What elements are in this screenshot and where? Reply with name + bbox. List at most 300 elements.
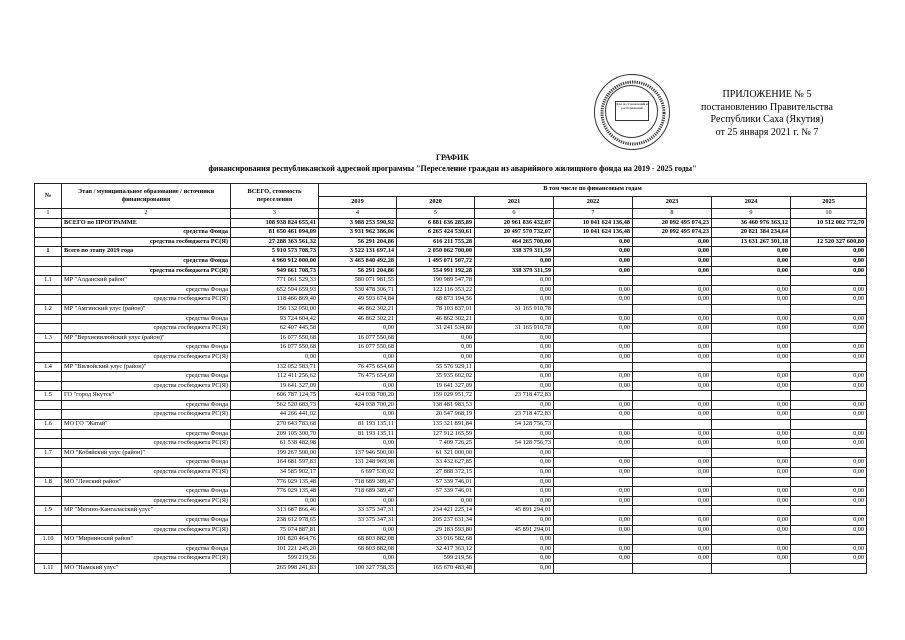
row-value-cell: 55 576 929,11 <box>397 362 475 372</box>
row-value-cell: 0,00 <box>633 247 712 257</box>
row-value-cell: 0,00 <box>791 544 867 554</box>
appendix-line-2: постановлению Правительства <box>701 101 833 113</box>
row-number-cell: 1.10 <box>35 535 62 545</box>
row-value-cell: 45 891 294,01 <box>475 525 554 535</box>
row-value-cell: 0,00 <box>554 429 633 439</box>
row-value-cell: 599 219,56 <box>397 554 475 564</box>
row-name-cell: МР "Алданский район" <box>62 276 231 286</box>
row-value-cell: 0,00 <box>712 372 791 382</box>
row-number-cell <box>35 266 62 276</box>
row-value-cell: 68 803 882,08 <box>319 544 397 554</box>
table-row <box>35 544 867 554</box>
row-value-cell: 56 291 204,86 <box>319 237 397 247</box>
row-value-cell: 0,00 <box>397 343 475 353</box>
row-value-cell: 81 193 135,11 <box>319 420 397 430</box>
row-number-cell <box>35 237 62 247</box>
row-value-cell: 3 931 962 386,06 <box>319 228 397 238</box>
row-number-cell <box>35 372 62 382</box>
row-value-cell: 45 891 294,01 <box>475 506 554 516</box>
row-value-cell: 31 165 910,78 <box>475 324 554 334</box>
row-value-cell: 652 594 659,93 <box>231 285 319 295</box>
row-value-cell: 0,00 <box>475 381 554 391</box>
row-value-cell: 0,00 <box>633 439 712 449</box>
row-value-cell: 0,00 <box>475 352 554 362</box>
row-name-cell: средства госбюджета РС(Я) <box>62 237 231 247</box>
row-value-cell: 0,00 <box>554 343 633 353</box>
row-value-cell: 0,00 <box>475 535 554 545</box>
table-row <box>35 276 867 286</box>
row-value-cell: 0,00 <box>475 544 554 554</box>
row-value-cell: 424 038 700,20 <box>319 391 397 401</box>
row-name-cell: МО ГО "Жатай" <box>62 420 231 430</box>
row-value-cell: 156 132 050,00 <box>231 304 319 314</box>
row-number-cell <box>35 218 62 228</box>
row-value-cell: 0,00 <box>633 410 712 420</box>
row-value-cell <box>633 535 712 545</box>
row-value-cell: 0,00 <box>554 468 633 478</box>
appendix-line-4: от 25 января 2021 г. № 7 <box>715 126 819 138</box>
table-row <box>35 554 867 564</box>
row-number-cell <box>35 458 62 468</box>
row-value-cell: 0,00 <box>633 458 712 468</box>
row-value-cell: 33 016 582,68 <box>397 535 475 545</box>
row-value-cell: 0,00 <box>791 468 867 478</box>
row-value-cell: 0,00 <box>319 496 397 506</box>
row-value-cell <box>554 362 633 372</box>
colnum: 1 <box>35 209 62 219</box>
row-value-cell: 0,00 <box>475 314 554 324</box>
row-value-cell: 0,00 <box>475 448 554 458</box>
row-value-cell: 16 077 550,68 <box>231 333 319 343</box>
row-value-cell: 0,00 <box>633 372 712 382</box>
row-value-cell: 0,00 <box>633 487 712 497</box>
row-value-cell: 338 379 311,59 <box>475 247 554 257</box>
row-value-cell: 0,00 <box>791 496 867 506</box>
header-num: № <box>35 184 62 209</box>
row-number-cell: 1.11 <box>35 563 62 573</box>
header-year: 2019 <box>319 196 397 209</box>
header-year: 2025 <box>791 196 867 209</box>
table-row <box>35 381 867 391</box>
appendix-block <box>672 89 862 139</box>
header-stage: Этап / муниципальное образование / источники финансирования <box>62 184 231 209</box>
row-name-cell: средства Фонда <box>62 429 231 439</box>
row-number-cell <box>35 496 62 506</box>
table-row <box>35 429 867 439</box>
row-value-cell: 0,00 <box>475 333 554 343</box>
header-row-1 <box>35 184 867 197</box>
row-number-cell <box>35 314 62 324</box>
document-title <box>0 152 905 174</box>
row-value-cell: 13 631 267 301,18 <box>712 237 791 247</box>
table-row <box>35 400 867 410</box>
row-value-cell: 19 641 327,09 <box>231 381 319 391</box>
table-row <box>35 487 867 497</box>
row-value-cell: 6 697 530,02 <box>319 468 397 478</box>
row-value-cell <box>554 563 633 573</box>
table-row <box>35 458 867 468</box>
row-value-cell: 0,00 <box>712 554 791 564</box>
row-name-cell: МР "Мегино-Кангаласский улус" <box>62 506 231 516</box>
row-value-cell: 0,00 <box>554 247 633 257</box>
row-value-cell: 131 248 969,98 <box>319 458 397 468</box>
row-number-cell <box>35 439 62 449</box>
row-value-cell: 606 787 124,75 <box>231 391 319 401</box>
header-year: 2023 <box>633 196 712 209</box>
row-name-cell: МР "Вилюйский улус (район)" <box>62 362 231 372</box>
row-value-cell: 10 041 624 136,48 <box>554 218 633 228</box>
row-number-cell: 1.6 <box>35 420 62 430</box>
row-name-cell: средства Фонда <box>62 372 231 382</box>
row-value-cell: 0,00 <box>712 516 791 526</box>
row-value-cell: 0,00 <box>319 324 397 334</box>
row-value-cell: 0,00 <box>712 324 791 334</box>
row-value-cell <box>633 477 712 487</box>
row-name-cell: МР "Верхневилюйский улус (район)" <box>62 333 231 343</box>
row-value-cell: 0,00 <box>475 468 554 478</box>
row-value-cell: 6 881 636 285,89 <box>397 218 475 228</box>
colnum: 5 <box>397 209 475 219</box>
table-row <box>35 496 867 506</box>
row-value-cell <box>712 563 791 573</box>
row-value-cell: 0,00 <box>475 400 554 410</box>
row-value-cell <box>554 333 633 343</box>
row-value-cell: 0,00 <box>554 324 633 334</box>
row-value-cell: 0,00 <box>554 237 633 247</box>
row-value-cell <box>554 448 633 458</box>
row-value-cell: 34 585 902,17 <box>231 468 319 478</box>
row-name-cell: ВСЕГО по ПРОГРАММЕ <box>62 218 231 228</box>
row-value-cell: 0,00 <box>712 352 791 362</box>
row-value-cell: 0,00 <box>791 400 867 410</box>
row-value-cell: 0,00 <box>712 314 791 324</box>
row-value-cell <box>791 506 867 516</box>
row-value-cell: 5 910 573 708,73 <box>231 247 319 257</box>
row-number-cell <box>35 256 62 266</box>
row-name-cell: средства госбюджета РС(Я) <box>62 496 231 506</box>
row-value-cell: 0,00 <box>554 295 633 305</box>
row-value-cell: 0,00 <box>475 458 554 468</box>
row-number-cell: 1.8 <box>35 477 62 487</box>
row-value-cell: 29 183 593,80 <box>397 525 475 535</box>
row-name-cell: средства Фонда <box>62 544 231 554</box>
row-value-cell: 31 241 534,80 <box>397 324 475 334</box>
row-name-cell: средства госбюджета РС(Я) <box>62 468 231 478</box>
row-name-cell: средства госбюджета РС(Я) <box>62 381 231 391</box>
table-row <box>35 343 867 353</box>
row-value-cell: 0,00 <box>712 410 791 420</box>
row-value-cell: 0,00 <box>319 525 397 535</box>
row-name-cell: средства Фонда <box>62 256 231 266</box>
row-value-cell: 949 661 708,73 <box>231 266 319 276</box>
row-number-cell <box>35 343 62 353</box>
row-number-cell <box>35 400 62 410</box>
row-value-cell: 20 547 968,19 <box>397 410 475 420</box>
row-value-cell: 0,00 <box>475 429 554 439</box>
row-name-cell: средства Фонда <box>62 343 231 353</box>
row-value-cell: 0,00 <box>712 468 791 478</box>
row-value-cell <box>791 448 867 458</box>
table-row <box>35 218 867 228</box>
colnum: 3 <box>231 209 319 219</box>
row-value-cell: 0,00 <box>633 352 712 362</box>
table-row <box>35 314 867 324</box>
row-value-cell: 0,00 <box>633 516 712 526</box>
row-value-cell <box>633 506 712 516</box>
table-row <box>35 439 867 449</box>
row-value-cell <box>791 420 867 430</box>
row-value-cell: 165 670 483,48 <box>397 563 475 573</box>
row-value-cell <box>791 333 867 343</box>
row-value-cell: 0,00 <box>633 429 712 439</box>
title-subtitle: финансирования республиканской адресной программы "Переселение граждан из аварийного жилищного фонда на 2019 - 2025 годы" <box>208 164 697 173</box>
row-value-cell <box>633 362 712 372</box>
row-number-cell: 1.2 <box>35 304 62 314</box>
row-number-cell <box>35 352 62 362</box>
row-value-cell: 132 052 583,71 <box>231 362 319 372</box>
row-value-cell: 20 821 384 234,64 <box>712 228 791 238</box>
row-value-cell: 0,00 <box>712 256 791 266</box>
row-value-cell: 0,00 <box>554 458 633 468</box>
row-value-cell: 0,00 <box>475 343 554 353</box>
row-value-cell: 0,00 <box>712 295 791 305</box>
row-value-cell: 0,00 <box>633 295 712 305</box>
row-name-cell: Всего по этапу 2019 года <box>62 247 231 257</box>
row-value-cell: 0,00 <box>475 256 554 266</box>
row-value-cell <box>791 563 867 573</box>
row-value-cell: 530 478 306,71 <box>319 285 397 295</box>
row-value-cell: 0,00 <box>633 400 712 410</box>
row-value-cell: 0,00 <box>475 516 554 526</box>
table-row <box>35 448 867 458</box>
row-value-cell: 0,00 <box>475 563 554 573</box>
row-value-cell: 0,00 <box>554 256 633 266</box>
table-row <box>35 410 867 420</box>
financing-table <box>34 183 867 574</box>
row-value-cell: 0,00 <box>554 314 633 324</box>
row-value-cell: 46 862 302,21 <box>397 314 475 324</box>
row-value-cell: 46 862 302,21 <box>319 304 397 314</box>
row-value-cell <box>791 228 867 238</box>
row-value-cell: 0,00 <box>554 496 633 506</box>
table-row <box>35 525 867 535</box>
row-value-cell: 159 029 951,72 <box>397 391 475 401</box>
row-value-cell: 270 643 783,68 <box>231 420 319 430</box>
row-value-cell <box>633 563 712 573</box>
row-value-cell: 3 988 253 590,92 <box>319 218 397 228</box>
row-value-cell: 265 998 241,83 <box>231 563 319 573</box>
row-value-cell: 35 935 602,02 <box>397 372 475 382</box>
row-value-cell <box>712 304 791 314</box>
row-value-cell: 0,00 <box>231 496 319 506</box>
row-value-cell: 0,00 <box>633 496 712 506</box>
row-value-cell: 23 718 472,83 <box>475 410 554 420</box>
row-value-cell: 0,00 <box>397 333 475 343</box>
row-value-cell: 10 512 002 772,70 <box>791 218 867 228</box>
row-value-cell: 76 475 654,60 <box>319 362 397 372</box>
row-number-cell <box>35 487 62 497</box>
row-number-cell: 1 <box>35 247 62 257</box>
row-value-cell <box>712 391 791 401</box>
header-total: ВСЕГО, стоимость переселения <box>231 184 319 209</box>
table-row <box>35 256 867 266</box>
official-seal <box>594 74 670 150</box>
row-value-cell: 0,00 <box>633 381 712 391</box>
row-value-cell: 2 050 062 700,00 <box>397 247 475 257</box>
row-value-cell: 122 116 353,22 <box>397 285 475 295</box>
row-value-cell: 0,00 <box>554 285 633 295</box>
row-value-cell: 771 061 529,33 <box>231 276 319 286</box>
row-value-cell: 0,00 <box>712 496 791 506</box>
row-value-cell: 0,00 <box>791 554 867 564</box>
row-value-cell <box>554 420 633 430</box>
row-number-cell <box>35 295 62 305</box>
row-value-cell: 16 077 550,68 <box>231 343 319 353</box>
row-name-cell: средства Фонда <box>62 228 231 238</box>
row-value-cell <box>633 276 712 286</box>
row-value-cell: 0,00 <box>319 381 397 391</box>
table-row <box>35 468 867 478</box>
row-value-cell: 0,00 <box>633 285 712 295</box>
row-value-cell: 776 029 135,48 <box>231 477 319 487</box>
row-name-cell: средства госбюджета РС(Я) <box>62 266 231 276</box>
row-value-cell: 36 460 976 363,12 <box>712 218 791 228</box>
row-value-cell: 0,00 <box>791 314 867 324</box>
header-year: 2022 <box>554 196 633 209</box>
row-value-cell: 0,00 <box>712 544 791 554</box>
row-value-cell: 27 888 372,15 <box>397 468 475 478</box>
row-value-cell: 61 538 482,98 <box>231 439 319 449</box>
row-value-cell: 68 803 882,08 <box>319 535 397 545</box>
table-row <box>35 420 867 430</box>
row-value-cell: 127 912 165,59 <box>397 429 475 439</box>
row-number-cell <box>35 554 62 564</box>
row-number-cell <box>35 468 62 478</box>
row-value-cell: 0,00 <box>554 372 633 382</box>
appendix-line-1: ПРИЛОЖЕНИЕ № 5 <box>722 89 812 100</box>
row-value-cell: 199 267 500,00 <box>231 448 319 458</box>
row-value-cell: 580 071 981,55 <box>319 276 397 286</box>
row-value-cell <box>554 535 633 545</box>
row-value-cell: 164 681 597,83 <box>231 458 319 468</box>
row-value-cell: 0,00 <box>475 477 554 487</box>
row-value-cell: 20 497 570 732,07 <box>475 228 554 238</box>
row-value-cell: 0,00 <box>712 285 791 295</box>
row-value-cell: 0,00 <box>712 343 791 353</box>
row-value-cell: 0,00 <box>319 554 397 564</box>
table-row <box>35 362 867 372</box>
row-value-cell: 19 641 327,09 <box>397 381 475 391</box>
row-number-cell <box>35 525 62 535</box>
row-value-cell: 0,00 <box>791 266 867 276</box>
row-value-cell: 57 339 746,01 <box>397 477 475 487</box>
row-value-cell: 0,00 <box>554 352 633 362</box>
row-value-cell: 0,00 <box>791 295 867 305</box>
row-name-cell: средства госбюджета РС(Я) <box>62 295 231 305</box>
row-name-cell: МО "Намский улус" <box>62 563 231 573</box>
row-value-cell: 0,00 <box>633 237 712 247</box>
row-value-cell: 7 409 726,25 <box>397 439 475 449</box>
row-value-cell: 0,00 <box>319 410 397 420</box>
row-value-cell <box>633 333 712 343</box>
row-value-cell: 56 291 204,86 <box>319 266 397 276</box>
row-value-cell <box>712 333 791 343</box>
row-name-cell: средства Фонда <box>62 400 231 410</box>
header-year: 2020 <box>397 196 475 209</box>
row-value-cell: 31 165 910,78 <box>475 304 554 314</box>
row-value-cell: 0,00 <box>554 381 633 391</box>
header-colnums-row <box>35 209 867 219</box>
row-name-cell: МО "Мирнинский район" <box>62 535 231 545</box>
row-value-cell: 0,00 <box>712 400 791 410</box>
row-value-cell: 27 288 363 561,32 <box>231 237 319 247</box>
row-value-cell: 0,00 <box>791 429 867 439</box>
row-value-cell: 238 612 978,65 <box>231 516 319 526</box>
row-value-cell: 0,00 <box>791 458 867 468</box>
row-value-cell: 0,00 <box>712 381 791 391</box>
row-value-cell: 78 103 837,01 <box>397 304 475 314</box>
row-value-cell <box>633 448 712 458</box>
row-number-cell: 1.9 <box>35 506 62 516</box>
table-row <box>35 516 867 526</box>
row-value-cell: 0,00 <box>791 381 867 391</box>
appendix-line-3: Республики Саха (Якутия) <box>710 114 824 126</box>
row-value-cell: 0,00 <box>319 439 397 449</box>
row-value-cell: 112 411 256,62 <box>231 372 319 382</box>
row-value-cell <box>554 506 633 516</box>
row-name-cell: средства госбюджета РС(Я) <box>62 525 231 535</box>
row-number-cell: 1.4 <box>35 362 62 372</box>
row-value-cell: 118 466 869,40 <box>231 295 319 305</box>
row-value-cell: 0,00 <box>791 525 867 535</box>
row-value-cell <box>712 535 791 545</box>
row-value-cell: 0,00 <box>319 352 397 362</box>
row-value-cell: 0,00 <box>475 276 554 286</box>
row-value-cell: 0,00 <box>397 352 475 362</box>
table-row <box>35 333 867 343</box>
row-name-cell: ГО "город Якутск" <box>62 391 231 401</box>
row-value-cell: 0,00 <box>633 256 712 266</box>
row-number-cell: 1.1 <box>35 276 62 286</box>
row-value-cell: 562 520 683,73 <box>231 400 319 410</box>
row-value-cell: 3 522 131 697,14 <box>319 247 397 257</box>
row-value-cell <box>712 420 791 430</box>
row-value-cell: 0,00 <box>791 352 867 362</box>
row-value-cell: 93 724 604,42 <box>231 314 319 324</box>
row-number-cell <box>35 410 62 420</box>
colnum: 10 <box>791 209 867 219</box>
row-name-cell: средства Фонда <box>62 458 231 468</box>
row-value-cell: 0,00 <box>554 516 633 526</box>
row-value-cell <box>791 391 867 401</box>
row-value-cell: 135 321 891,84 <box>397 420 475 430</box>
row-value-cell: 209 105 300,70 <box>231 429 319 439</box>
row-value-cell: 20 961 836 432,07 <box>475 218 554 228</box>
row-value-cell: 44 266 441,02 <box>231 410 319 420</box>
row-value-cell <box>633 304 712 314</box>
row-number-cell <box>35 381 62 391</box>
row-value-cell: 46 862 302,21 <box>319 314 397 324</box>
row-value-cell: 0,00 <box>554 554 633 564</box>
row-value-cell: 554 991 192,28 <box>397 266 475 276</box>
row-value-cell: 23 718 472,83 <box>475 391 554 401</box>
row-value-cell: 0,00 <box>475 554 554 564</box>
row-value-cell: 54 128 756,73 <box>475 420 554 430</box>
header-year: 2024 <box>712 196 791 209</box>
row-value-cell: 616 211 755,28 <box>397 237 475 247</box>
row-value-cell <box>791 304 867 314</box>
row-value-cell <box>712 506 791 516</box>
